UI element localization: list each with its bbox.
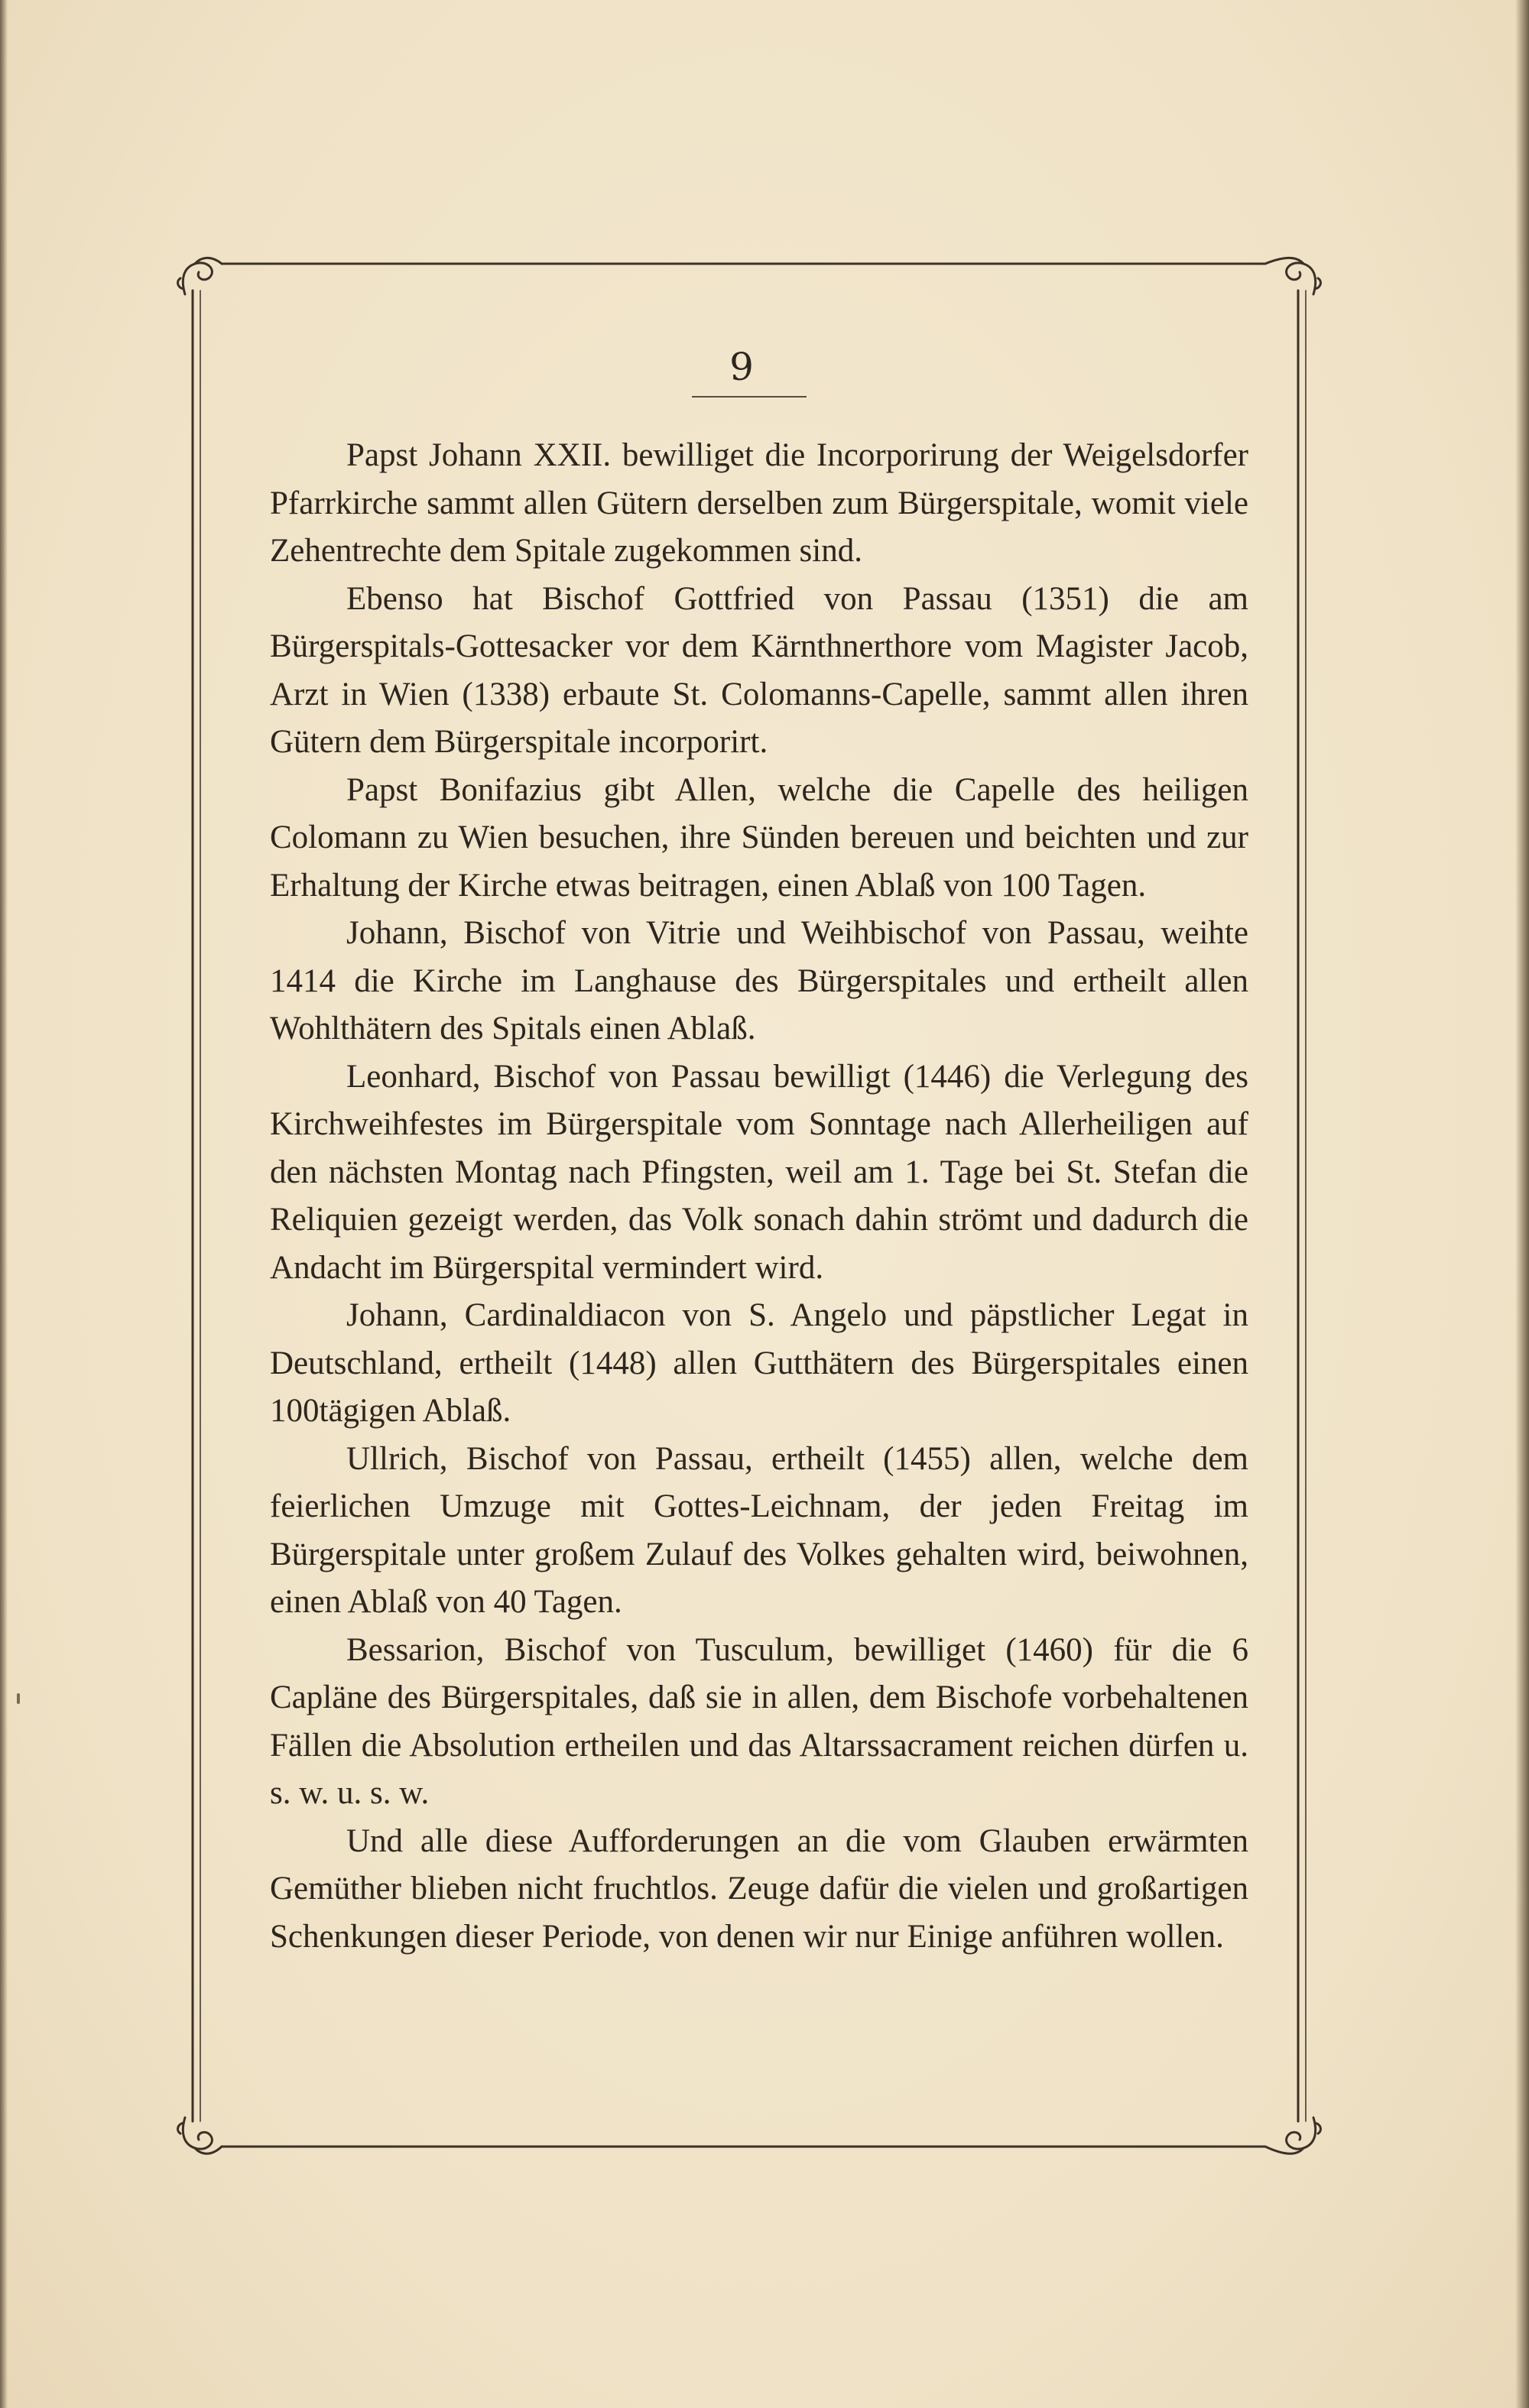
corner-flourish-bottom-right xyxy=(1265,2118,1320,2153)
paragraph-9: Und alle diese Aufforderungen an die vom Glauben erwärmten Gemüther blieben nicht fruchtlos. Zeuge dafür die vielen und großartigen Schenkungen dieser Periode, von denen wir nur Einige anführen wollen. xyxy=(270,1822,1248,1955)
corner-flourish-top-right xyxy=(1265,258,1320,294)
paragraph-1: Papst Johann XXII. bewilliget die Incorporirung der Weigelsdorfer Pfarrkirche sammt allen Gütern derselben zum Bürgerspitale, womit viele Zehentrechte dem Spitale zugekommen sind. xyxy=(270,437,1248,569)
paragraph-8: Bessarion, Bischof von Tusculum, bewilliget (1460) für die 6 Capläne des Bürgerspitales, daß sie in allen, dem Bischofe vorbehaltenen Fällen die Absolution ertheilen und das Altarssacrament reichen dürfen u. s. w. u. s. w. xyxy=(270,1631,1248,1811)
page-number-rule xyxy=(692,396,807,398)
paragraph-6: Johann, Cardinaldiacon von S. Angelo und päpstlicher Legat in Deutschland, ertheilt (1448) allen Gutthätern des Bürgerspitales einen 100tägigen Ablaß. xyxy=(270,1297,1248,1429)
page-number: 9 xyxy=(729,345,754,389)
paragraph-2: Ebenso hat Bischof Gottfried von Passau (1351) die am Bürgerspitals-Gottesacker vor dem Kärnthnerthore vom Magister Jacob, Arzt in Wien (1338) erbaute St. Colomanns-Capelle, sammt allen ihren Gütern dem Bürgerspitale incorporirt. xyxy=(270,580,1248,760)
paragraph-5: Leonhard, Bischof von Passau bewilligt (1446) die Verlegung des Kirchweihfestes im Bürgerspitale vom Sonntage nach Allerheiligen auf den nächsten Montag nach Pfingsten, weil am 1. Tage bei St. Stefan die Reliquien gezeigt werden, das Volk sonach dahin strömt und dadurch die Andacht im Bürgerspital vermindert wird. xyxy=(270,1058,1248,1286)
paragraph-3: Papst Bonifazius gibt Allen, welche die Capelle des heiligen Colomann zu Wien besuchen, ihre Sünden bereuen und beichten und zur Erhaltung der Kirche etwas beitragen, einen Ablaß von 100 Tagen. xyxy=(270,771,1248,904)
paragraph-7: Ullrich, Bischof von Passau, ertheilt (1455) allen, welche dem feierlichen Umzuge mit Gottes-Leichnam, der jeden Freitag im Bürgerspitale unter großem Zulauf des Volkes gehalten wird, beiwohnen, einen Ablaß von 40 Tagen. xyxy=(270,1440,1248,1620)
body-text xyxy=(270,432,1248,1961)
corner-flourish-top-left xyxy=(178,258,222,294)
corner-flourish-bottom-left xyxy=(178,2118,222,2153)
paragraph-4: Johann, Bischof von Vitrie und Weihbischof von Passau, weihte 1414 die Kirche im Langhause des Bürgerspitales und ertheilt allen Wohlthätern des Spitals einen Ablaß. xyxy=(270,915,1248,1047)
paper-speck xyxy=(17,1693,20,1704)
